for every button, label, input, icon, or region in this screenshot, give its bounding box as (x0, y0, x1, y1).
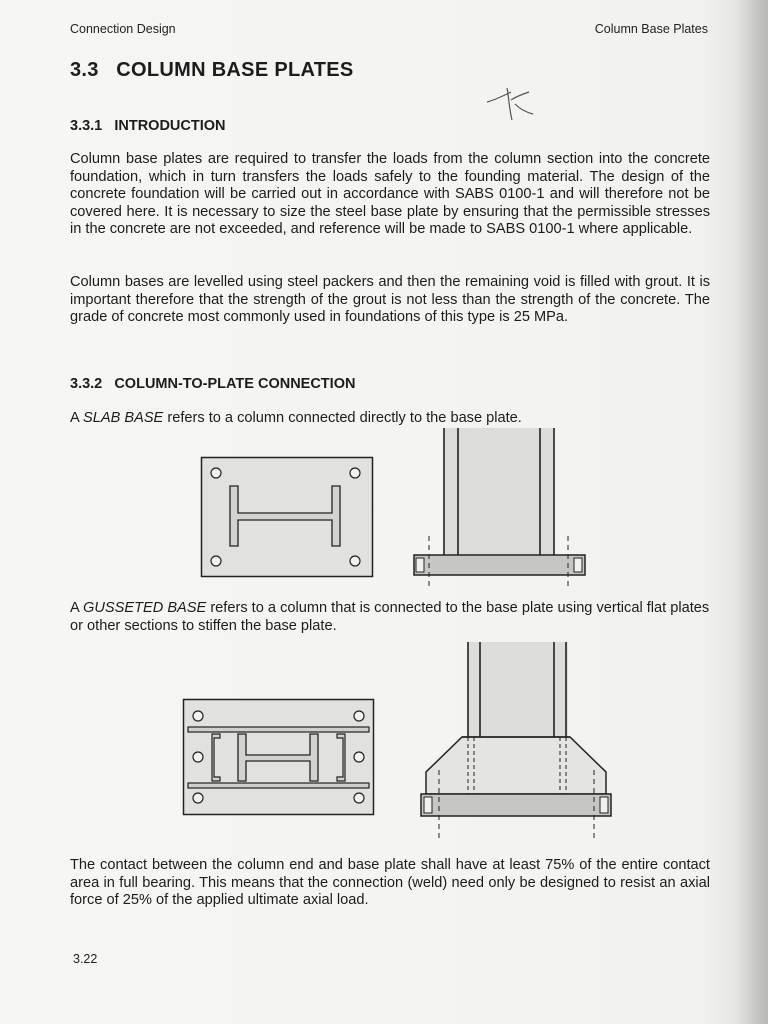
slab-base-sentence (70, 410, 710, 428)
subsection-heading-column-to-plate: 3.3.2 COLUMN-TO-PLATE CONNECTION (70, 376, 356, 392)
gusseted-base-plan-figure (182, 698, 377, 818)
slab-prefix: A (70, 410, 83, 426)
handwritten-signature (485, 86, 537, 122)
gusseted-base-sentence (70, 600, 710, 635)
section-heading: 3.3 COLUMN BASE PLATES (70, 59, 354, 81)
contact-bearing-paragraph: The contact between the column end and base plate shall have at least 75% of the entire contact area in full bearing. This means that the connection (weld) need only be designed to resist an axial force of 25% of the applied ultimate axial load. (70, 857, 710, 909)
gusseted-base-elevation-figure (418, 642, 618, 844)
slab-base-elevation-figure (410, 428, 590, 598)
gusset-suffix: refers to a column that is connected to the base plate using vertical flat plates or other sections to stiffen the base plate. (70, 600, 710, 634)
intro-paragraph-2: Column bases are levelled using steel packers and then the remaining void is filled with grout. It is important therefore that the strength of the grout is not less than the strength of the concrete. The grade of concrete most commonly used in foundations of this type is 25 MPa. (70, 274, 710, 326)
slab-base-term: SLAB BASE (82, 410, 164, 426)
running-header-right: Column Base Plates (594, 22, 708, 36)
page-number: 3.22 (73, 952, 98, 966)
intro-paragraph-1: Column base plates are required to transfer the loads from the column section into the concrete foundation, which in turn transfers the loads safely to the founding material. The design of the concrete foundation will be carried out in accordance with SABS 0100-1 and will therefore not be covered here. It is necessary to size the steel base plate by ensuring that the permissible stresses in the concrete are not exceeded, and reference will be made to SABS 0100-1 where applicable. (70, 151, 710, 238)
gusset-prefix: A (70, 600, 83, 616)
gusseted-base-term: GUSSETED BASE (82, 600, 207, 616)
running-header-left: Connection Design (70, 22, 176, 36)
subsection-heading-introduction: 3.3.1 INTRODUCTION (70, 118, 226, 134)
slab-suffix: refers to a column connected directly to the base plate. (163, 410, 522, 426)
slab-base-plan-figure (200, 456, 375, 579)
